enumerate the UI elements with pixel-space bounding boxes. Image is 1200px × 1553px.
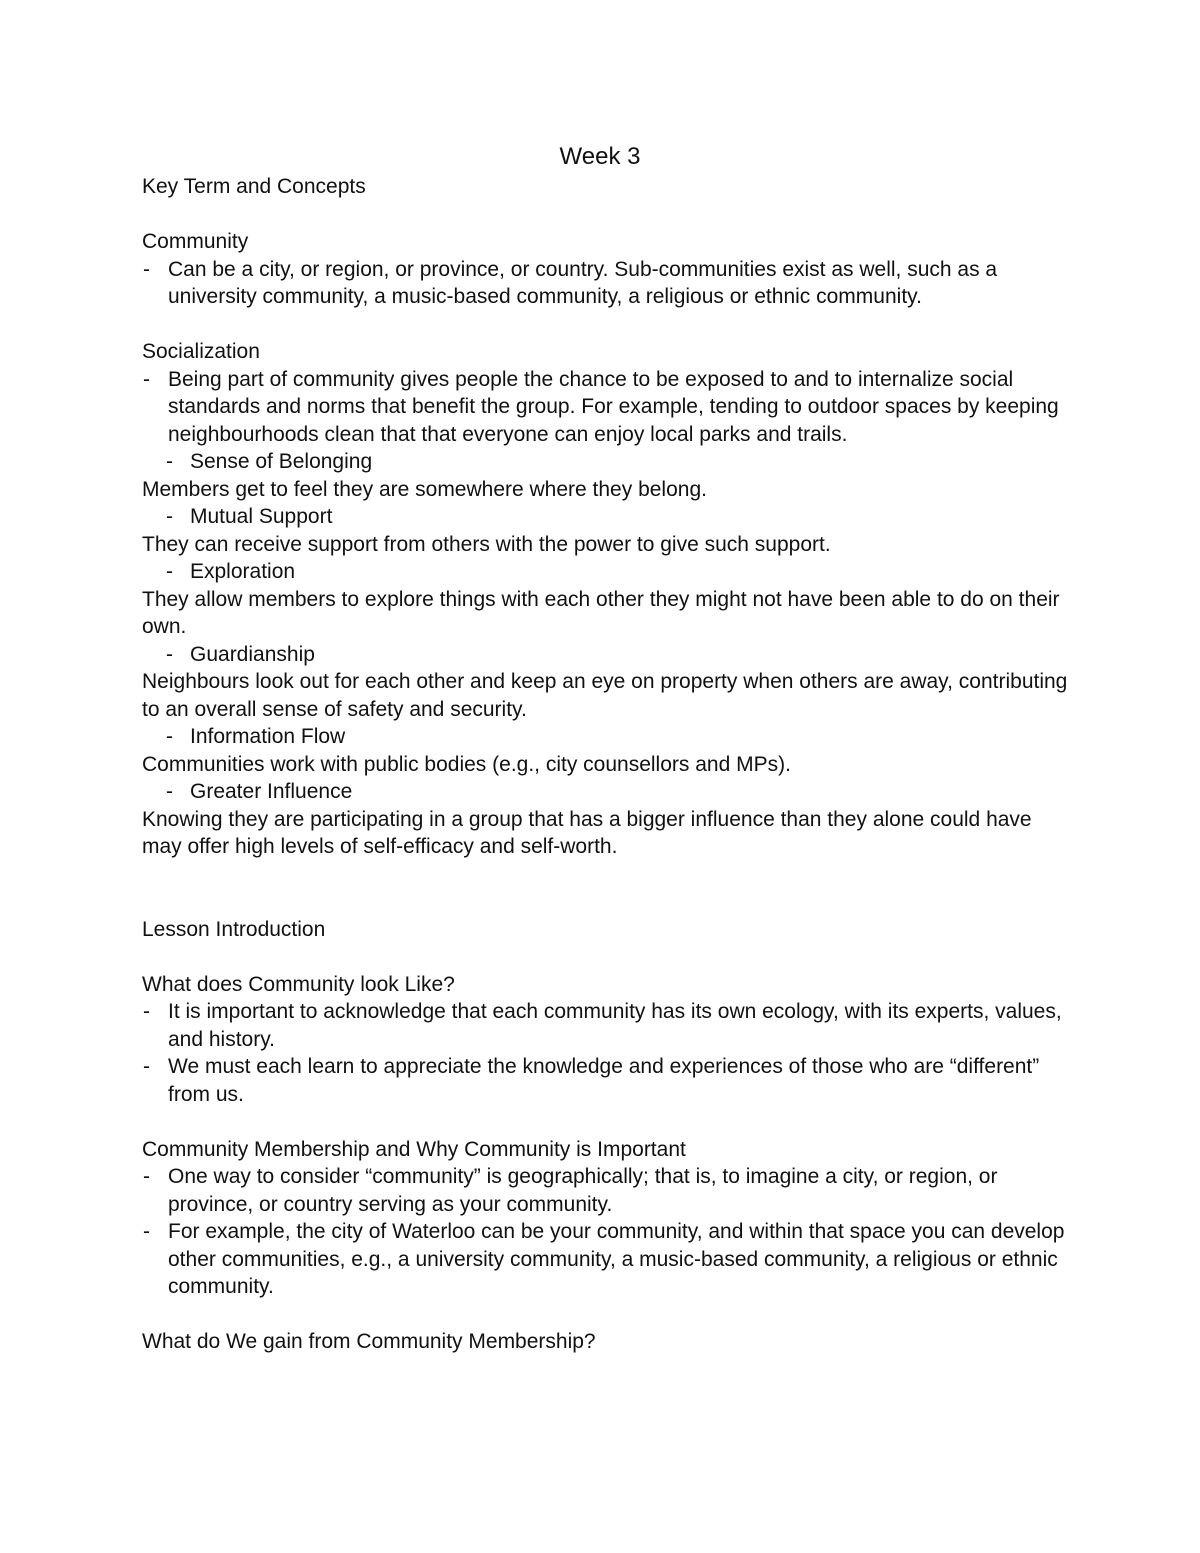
spacer: [142, 1108, 1072, 1136]
term-sense-of-belonging: - Sense of Belonging: [142, 448, 1072, 476]
term-description: Neighbours look out for each other and keep an eye on property when others are away, contributing to an overall sense of safety and security.: [142, 670, 1068, 721]
what-does-bullet: - We must each learn to appreciate the knowledge and experiences of those who are “different” from us.: [142, 1053, 1072, 1108]
term-guardianship: - Guardianship: [142, 641, 1072, 669]
lesson-intro-heading: Lesson Introduction: [142, 917, 326, 941]
term-information-flow: - Information Flow: [142, 723, 1072, 751]
spacer: [142, 943, 1072, 971]
term-mutual-support: - Mutual Support: [142, 503, 1072, 531]
document-body: [142, 173, 1072, 1356]
term-greater-influence: - Greater Influence: [142, 778, 1072, 806]
page-title: Week 3: [559, 143, 641, 170]
term-description: Communities work with public bodies (e.g., city counsellors and MPs).: [142, 752, 791, 776]
section-heading: Key Term and Concepts: [142, 175, 366, 198]
community-heading: Community: [142, 230, 249, 253]
socialization-bullet: - Being part of community gives people the chance to be exposed to and to internalize social standards and norms that benefit the group. For example, tending to outdoor spaces by keeping neighbourhoods clean that that everyone can enjoy local parks and trails.: [142, 366, 1072, 449]
spacer: [142, 1301, 1072, 1329]
community-bullet: - Can be a city, or region, or province, or country. Sub-communities exist as well, such as a university community, a music-based community, a religious or ethnic community.: [142, 256, 1072, 311]
term-description: They allow members to explore things with each other they might not have been able to do on their own.: [142, 587, 1060, 638]
socialization-heading: Socialization: [142, 340, 260, 363]
membership-bullet: - One way to consider “community” is geographically; that is, to imagine a city, or region, or province, or country serving as your community.: [142, 1163, 1072, 1218]
what-does-heading: What does Community look Like?: [142, 972, 455, 996]
term-description: Members get to feel they are somewhere where they belong.: [142, 477, 707, 501]
what-does-bullet: - It is important to acknowledge that each community has its own ecology, with its experts, values, and history.: [142, 998, 1072, 1053]
term-description: Knowing they are participating in a group that has a bigger influence than they alone could have may offer high levels of self-efficacy and self-worth.: [142, 807, 1032, 858]
spacer: [142, 201, 1072, 229]
term-description: They can receive support from others with the power to give such support.: [142, 532, 831, 556]
membership-heading: Community Membership and Why Community is Important: [142, 1137, 686, 1161]
term-exploration: - Exploration: [142, 558, 1072, 586]
gain-heading: What do We gain from Community Membership?: [142, 1330, 596, 1353]
membership-bullet: - For example, the city of Waterloo can be your community, and within that space you can develop other communities, e.g., a university community, a music-based community, a religious or ethnic community.: [142, 1218, 1072, 1301]
spacer: [142, 861, 1072, 916]
spacer: [142, 311, 1072, 339]
